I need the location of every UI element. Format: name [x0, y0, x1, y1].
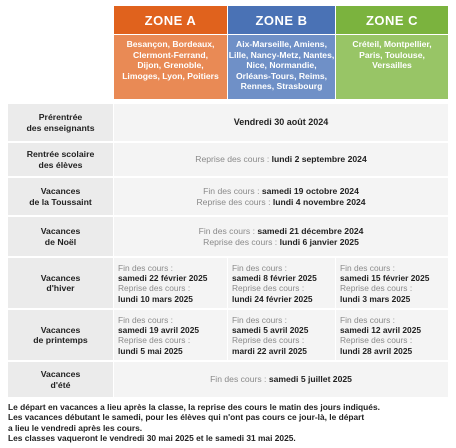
- zone-b-city-line: Orléans-Tours, Reims,: [235, 70, 328, 81]
- noel-end-date: samedi 21 décembre 2024: [257, 226, 364, 237]
- row-label-line: Vacances: [40, 272, 81, 283]
- hiver-a-resume-prefix: Reprise des cours :: [118, 283, 191, 294]
- hiver-a-end-prefix: Fin des cours :: [118, 263, 173, 273]
- row-label-line: des élèves: [38, 159, 83, 170]
- printemps-a-resume-date: lundi 5 mai 2025: [118, 345, 183, 356]
- printemps-b-end-prefix: Fin des cours :: [232, 315, 287, 325]
- printemps-zone-a-cell: [114, 310, 227, 360]
- printemps-b-resume-prefix: Reprise des cours :: [232, 335, 305, 346]
- row-label-line: de printemps: [33, 335, 88, 345]
- row-label-line: Prérentrée: [38, 112, 83, 122]
- toussaint-end-date: samedi 19 octobre 2024: [261, 186, 359, 197]
- noel-end-prefix: Fin des cours :: [198, 226, 258, 237]
- row-label-line: de la Toussaint: [29, 196, 92, 207]
- row-label-line: Vacances: [40, 186, 81, 196]
- zone-c-header: [336, 6, 448, 34]
- zone-b-header: [228, 6, 335, 34]
- zone-a-city-line: Limoges, Lyon, Poitiers: [122, 70, 219, 81]
- printemps-c-end-date: samedi 12 avril 2025: [340, 325, 422, 336]
- row-label-prerentree: [8, 104, 113, 141]
- zone-c-city-line: Paris, Toulouse,: [359, 49, 425, 60]
- row-body-ete: [114, 362, 448, 397]
- row-body-noel: [114, 217, 448, 256]
- footnotes: [8, 402, 452, 444]
- row-label-printemps: [8, 310, 113, 360]
- printemps-a-end-date: samedi 19 avril 2025: [118, 325, 200, 336]
- row-label-toussaint: [8, 178, 113, 215]
- zone-b-city-line: Aix-Marseille, Amiens,: [236, 39, 327, 49]
- zone-b-city-line: Nice, Normandie,: [246, 60, 317, 71]
- hiver-b-resume-prefix: Reprise des cours :: [232, 283, 305, 294]
- zone-c-city-line: Créteil, Montpellier,: [352, 39, 432, 49]
- zone-a-city-line: Besançon, Bordeaux,: [126, 39, 215, 49]
- row-label-line: Vacances: [40, 324, 81, 335]
- ete-end-date: samedi 5 juillet 2025: [268, 374, 352, 385]
- hiver-c-resume-prefix: Reprise des cours :: [340, 283, 413, 294]
- row-label-line: de Noël: [44, 236, 77, 247]
- zone-a-cities: [114, 35, 227, 99]
- printemps-b-resume-date: mardi 22 avril 2025: [232, 345, 307, 356]
- row-label-line: d'hiver: [46, 283, 75, 293]
- row-label-line: d'été: [50, 379, 71, 390]
- hiver-zone-a-cell: [114, 258, 227, 308]
- row-label-rentree: [8, 143, 113, 176]
- hiver-c-resume-date: lundi 3 mars 2025: [340, 293, 411, 304]
- printemps-c-end-prefix: Fin des cours :: [340, 315, 395, 325]
- hiver-zone-c-cell: [336, 258, 448, 308]
- toussaint-resume-prefix: Reprise des cours :: [196, 196, 273, 207]
- zone-a-city-line: Clermont-Ferrand,: [133, 49, 208, 60]
- prerentree-date: Vendredi 30 août 2024: [233, 117, 329, 128]
- printemps-a-resume-prefix: Reprise des cours :: [118, 335, 191, 346]
- zone-c-city-line: Versailles: [372, 60, 412, 71]
- rentree-date: lundi 2 septembre 2024: [271, 154, 367, 165]
- noel-resume-date: lundi 6 janvier 2025: [279, 236, 359, 247]
- noel-resume-prefix: Reprise des cours :: [203, 236, 280, 247]
- printemps-b-end-date: samedi 5 avril 2025: [232, 325, 309, 336]
- printemps-a-end-prefix: Fin des cours :: [118, 315, 173, 325]
- rentree-prefix: Reprise des cours :: [195, 154, 272, 165]
- hiver-b-resume-date: lundi 24 février 2025: [232, 293, 313, 304]
- zone-c-title: ZONE C: [365, 12, 419, 28]
- row-label-line: des enseignants: [26, 122, 95, 133]
- toussaint-resume-date: lundi 4 novembre 2024: [272, 196, 366, 207]
- zone-b-title: ZONE B: [255, 12, 308, 28]
- hiver-zone-b-cell: [228, 258, 335, 308]
- row-body-toussaint: [114, 178, 448, 215]
- footnote-line: Le départ en vacances a lieu après la classe, la reprise des cours le matin des jours indiqués.: [8, 402, 380, 412]
- footnote-line: a lieu le vendredi après les cours.: [8, 422, 143, 433]
- printemps-zone-b-cell: [228, 310, 335, 360]
- hiver-c-end-date: samedi 15 février 2025: [340, 273, 430, 284]
- row-label-hiver: [8, 258, 113, 308]
- ete-end-prefix: Fin des cours :: [210, 374, 269, 385]
- zone-c-cities: [336, 35, 448, 99]
- row-label-noel: [8, 217, 113, 256]
- hiver-b-end-date: samedi 8 février 2025: [232, 273, 317, 284]
- zone-b-cities: [228, 35, 335, 99]
- zone-b-city-line: Rennes, Strasbourg: [240, 81, 323, 92]
- footnote-line: Les vacances débutant le samedi, pour les élèves qui n'ont pas cours ce jour-là, le départ: [8, 412, 365, 423]
- row-label-ete: [8, 362, 113, 397]
- row-body-rentree: [114, 143, 448, 176]
- zone-a-title: ZONE A: [144, 12, 197, 28]
- printemps-zone-c-cell: [336, 310, 448, 360]
- row-label-line: Rentrée scolaire: [26, 149, 95, 159]
- hiver-c-end-prefix: Fin des cours :: [340, 263, 395, 273]
- printemps-c-resume-date: lundi 28 avril 2025: [340, 345, 413, 356]
- row-label-line: Vacances: [40, 226, 81, 236]
- printemps-c-resume-prefix: Reprise des cours :: [340, 335, 413, 346]
- row-body-prerentree: [114, 104, 448, 141]
- toussaint-end-prefix: Fin des cours :: [203, 186, 262, 197]
- zone-a-header: [114, 6, 227, 34]
- hiver-a-end-date: samedi 22 février 2025: [118, 273, 208, 284]
- zone-b-city-line: Lille, Nancy-Metz, Nantes,: [228, 49, 335, 60]
- hiver-a-resume-date: lundi 10 mars 2025: [118, 293, 193, 304]
- hiver-b-end-prefix: Fin des cours :: [232, 263, 287, 273]
- footnote-line: Les classes vaqueront le vendredi 30 mai 2025 et le samedi 31 mai 2025.: [8, 433, 296, 444]
- row-label-line: Vacances: [40, 369, 81, 379]
- zone-a-city-line: Dijon, Grenoble,: [137, 60, 204, 71]
